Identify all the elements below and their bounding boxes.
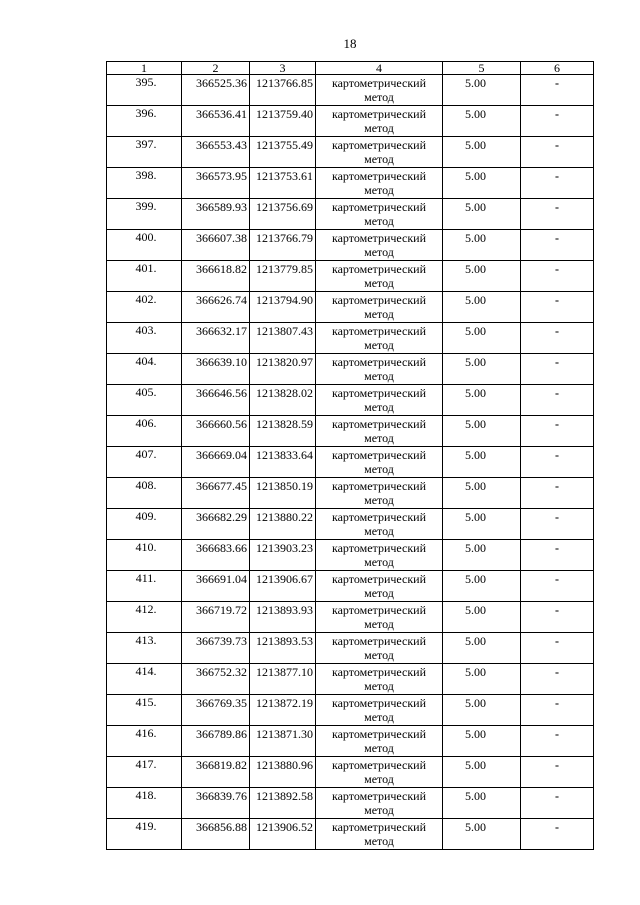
method-line-2: метод	[364, 245, 394, 259]
table-row	[107, 323, 594, 354]
x-coordinate-cell: 366819.82	[182, 757, 250, 788]
method-cell	[316, 168, 443, 199]
description-cell: -	[521, 633, 594, 664]
accuracy-cell: 5.00	[443, 664, 521, 695]
accuracy-cell: 5.00	[443, 168, 521, 199]
method-line-2: метод	[364, 307, 394, 321]
method-line-2: метод	[364, 555, 394, 569]
description-cell: -	[521, 602, 594, 633]
method-line-1: картометрический	[331, 107, 427, 121]
accuracy-cell: 5.00	[443, 230, 521, 261]
column-header: 5	[443, 62, 521, 75]
description-cell: -	[521, 261, 594, 292]
method-line-1: картометрический	[331, 231, 427, 245]
point-number-cell: 414.	[107, 664, 182, 695]
y-coordinate-cell: 1213807.43	[250, 323, 316, 354]
method-line-1: картометрический	[331, 665, 427, 679]
accuracy-cell: 5.00	[443, 354, 521, 385]
y-coordinate-cell: 1213850.19	[250, 478, 316, 509]
y-coordinate-cell: 1213892.58	[250, 788, 316, 819]
x-coordinate-cell: 366639.10	[182, 354, 250, 385]
y-coordinate-cell: 1213906.52	[250, 819, 316, 850]
method-cell	[316, 602, 443, 633]
x-coordinate-cell: 366536.41	[182, 106, 250, 137]
method-cell	[316, 478, 443, 509]
description-cell: -	[521, 292, 594, 323]
method-cell	[316, 788, 443, 819]
table-row	[107, 385, 594, 416]
x-coordinate-cell: 366573.95	[182, 168, 250, 199]
method-line-2: метод	[364, 803, 394, 817]
x-coordinate-cell: 366769.35	[182, 695, 250, 726]
table-body	[107, 62, 594, 850]
method-cell	[316, 664, 443, 695]
method-line-2: метод	[364, 586, 394, 600]
accuracy-cell: 5.00	[443, 540, 521, 571]
method-line-2: метод	[364, 710, 394, 724]
description-cell: -	[521, 199, 594, 230]
accuracy-cell: 5.00	[443, 199, 521, 230]
x-coordinate-cell: 366739.73	[182, 633, 250, 664]
accuracy-cell: 5.00	[443, 416, 521, 447]
method-cell	[316, 292, 443, 323]
description-cell: -	[521, 571, 594, 602]
method-cell	[316, 540, 443, 571]
method-cell	[316, 230, 443, 261]
table-row	[107, 788, 594, 819]
x-coordinate-cell: 366691.04	[182, 571, 250, 602]
point-number-cell: 395.	[107, 75, 182, 106]
method-line-1: картометрический	[331, 324, 427, 338]
table-row	[107, 633, 594, 664]
x-coordinate-cell: 366525.36	[182, 75, 250, 106]
method-line-2: метод	[364, 617, 394, 631]
y-coordinate-cell: 1213877.10	[250, 664, 316, 695]
accuracy-cell: 5.00	[443, 292, 521, 323]
y-coordinate-cell: 1213872.19	[250, 695, 316, 726]
description-cell: -	[521, 230, 594, 261]
x-coordinate-cell: 366683.66	[182, 540, 250, 571]
method-cell	[316, 354, 443, 385]
method-line-1: картометрический	[331, 696, 427, 710]
description-cell: -	[521, 137, 594, 168]
method-line-1: картометрический	[331, 355, 427, 369]
method-line-2: метод	[364, 431, 394, 445]
description-cell: -	[521, 757, 594, 788]
x-coordinate-cell: 366626.74	[182, 292, 250, 323]
description-cell: -	[521, 509, 594, 540]
description-cell: -	[521, 354, 594, 385]
method-cell	[316, 416, 443, 447]
accuracy-cell: 5.00	[443, 447, 521, 478]
table-row	[107, 354, 594, 385]
y-coordinate-cell: 1213766.79	[250, 230, 316, 261]
accuracy-cell: 5.00	[443, 75, 521, 106]
method-line-1: картометрический	[331, 820, 427, 834]
x-coordinate-cell: 366632.17	[182, 323, 250, 354]
x-coordinate-cell: 366677.45	[182, 478, 250, 509]
y-coordinate-cell: 1213893.93	[250, 602, 316, 633]
method-line-2: метод	[364, 648, 394, 662]
table-row	[107, 199, 594, 230]
point-number-cell: 416.	[107, 726, 182, 757]
table-row	[107, 664, 594, 695]
method-cell	[316, 509, 443, 540]
accuracy-cell: 5.00	[443, 571, 521, 602]
method-line-1: картометрический	[331, 510, 427, 524]
table-row	[107, 447, 594, 478]
column-header: 2	[182, 62, 250, 75]
x-coordinate-cell: 366669.04	[182, 447, 250, 478]
method-line-1: картометрический	[331, 727, 427, 741]
method-line-2: метод	[364, 679, 394, 693]
method-cell	[316, 757, 443, 788]
table-row	[107, 540, 594, 571]
method-line-2: метод	[364, 462, 394, 476]
method-line-2: метод	[364, 524, 394, 538]
method-line-1: картометрический	[331, 541, 427, 555]
method-line-1: картометрический	[331, 479, 427, 493]
point-number-cell: 400.	[107, 230, 182, 261]
description-cell: -	[521, 385, 594, 416]
point-number-cell: 398.	[107, 168, 182, 199]
method-line-1: картометрический	[331, 138, 427, 152]
method-cell	[316, 137, 443, 168]
method-cell	[316, 447, 443, 478]
method-line-1: картометрический	[331, 789, 427, 803]
y-coordinate-cell: 1213779.85	[250, 261, 316, 292]
accuracy-cell: 5.00	[443, 509, 521, 540]
accuracy-cell: 5.00	[443, 106, 521, 137]
method-cell	[316, 106, 443, 137]
y-coordinate-cell: 1213893.53	[250, 633, 316, 664]
table-row	[107, 819, 594, 850]
accuracy-cell: 5.00	[443, 261, 521, 292]
x-coordinate-cell: 366618.82	[182, 261, 250, 292]
method-line-1: картометрический	[331, 76, 427, 90]
description-cell: -	[521, 695, 594, 726]
method-cell	[316, 75, 443, 106]
table-row	[107, 261, 594, 292]
y-coordinate-cell: 1213828.02	[250, 385, 316, 416]
table-row	[107, 757, 594, 788]
x-coordinate-cell: 366589.93	[182, 199, 250, 230]
y-coordinate-cell: 1213903.23	[250, 540, 316, 571]
description-cell: -	[521, 788, 594, 819]
y-coordinate-cell: 1213766.85	[250, 75, 316, 106]
method-line-2: метод	[364, 772, 394, 786]
accuracy-cell: 5.00	[443, 478, 521, 509]
point-number-cell: 406.	[107, 416, 182, 447]
description-cell: -	[521, 75, 594, 106]
accuracy-cell: 5.00	[443, 788, 521, 819]
table-row	[107, 230, 594, 261]
method-line-1: картометрический	[331, 417, 427, 431]
x-coordinate-cell: 366682.29	[182, 509, 250, 540]
y-coordinate-cell: 1213753.61	[250, 168, 316, 199]
table-header-row	[107, 62, 594, 75]
method-line-1: картометрический	[331, 169, 427, 183]
point-number-cell: 411.	[107, 571, 182, 602]
point-number-cell: 415.	[107, 695, 182, 726]
description-cell: -	[521, 478, 594, 509]
x-coordinate-cell: 366607.38	[182, 230, 250, 261]
table-row	[107, 137, 594, 168]
method-line-2: метод	[364, 400, 394, 414]
accuracy-cell: 5.00	[443, 137, 521, 168]
table-row	[107, 478, 594, 509]
y-coordinate-cell: 1213759.40	[250, 106, 316, 137]
y-coordinate-cell: 1213871.30	[250, 726, 316, 757]
description-cell: -	[521, 726, 594, 757]
column-header: 3	[250, 62, 316, 75]
x-coordinate-cell: 366719.72	[182, 602, 250, 633]
method-line-1: картометрический	[331, 603, 427, 617]
method-cell	[316, 726, 443, 757]
point-number-cell: 407.	[107, 447, 182, 478]
x-coordinate-cell: 366646.56	[182, 385, 250, 416]
method-line-2: метод	[364, 493, 394, 507]
point-number-cell: 419.	[107, 819, 182, 850]
x-coordinate-cell: 366752.32	[182, 664, 250, 695]
method-line-2: метод	[364, 338, 394, 352]
table-row	[107, 106, 594, 137]
point-number-cell: 402.	[107, 292, 182, 323]
point-number-cell: 401.	[107, 261, 182, 292]
method-line-1: картометрический	[331, 262, 427, 276]
point-number-cell: 412.	[107, 602, 182, 633]
description-cell: -	[521, 323, 594, 354]
x-coordinate-cell: 366856.88	[182, 819, 250, 850]
y-coordinate-cell: 1213880.96	[250, 757, 316, 788]
y-coordinate-cell: 1213794.90	[250, 292, 316, 323]
method-line-2: метод	[364, 834, 394, 848]
description-cell: -	[521, 168, 594, 199]
method-line-2: метод	[364, 121, 394, 135]
method-line-1: картометрический	[331, 386, 427, 400]
method-cell	[316, 633, 443, 664]
x-coordinate-cell: 366660.56	[182, 416, 250, 447]
method-line-1: картометрический	[331, 572, 427, 586]
coordinates-table	[106, 61, 594, 850]
x-coordinate-cell: 366789.86	[182, 726, 250, 757]
description-cell: -	[521, 106, 594, 137]
table-row	[107, 695, 594, 726]
point-number-cell: 396.	[107, 106, 182, 137]
method-line-2: метод	[364, 369, 394, 383]
description-cell: -	[521, 819, 594, 850]
accuracy-cell: 5.00	[443, 385, 521, 416]
method-line-2: метод	[364, 183, 394, 197]
point-number-cell: 399.	[107, 199, 182, 230]
method-line-2: метод	[364, 90, 394, 104]
y-coordinate-cell: 1213906.67	[250, 571, 316, 602]
method-line-2: метод	[364, 152, 394, 166]
point-number-cell: 408.	[107, 478, 182, 509]
column-header: 6	[521, 62, 594, 75]
method-cell	[316, 261, 443, 292]
column-header: 1	[107, 62, 182, 75]
y-coordinate-cell: 1213833.64	[250, 447, 316, 478]
y-coordinate-cell: 1213828.59	[250, 416, 316, 447]
table-row	[107, 726, 594, 757]
accuracy-cell: 5.00	[443, 726, 521, 757]
column-header: 4	[316, 62, 443, 75]
x-coordinate-cell: 366839.76	[182, 788, 250, 819]
table-row	[107, 75, 594, 106]
method-line-1: картометрический	[331, 293, 427, 307]
accuracy-cell: 5.00	[443, 633, 521, 664]
point-number-cell: 397.	[107, 137, 182, 168]
accuracy-cell: 5.00	[443, 695, 521, 726]
y-coordinate-cell: 1213756.69	[250, 199, 316, 230]
table-row	[107, 602, 594, 633]
point-number-cell: 410.	[107, 540, 182, 571]
accuracy-cell: 5.00	[443, 819, 521, 850]
accuracy-cell: 5.00	[443, 602, 521, 633]
description-cell: -	[521, 416, 594, 447]
method-cell	[316, 199, 443, 230]
description-cell: -	[521, 664, 594, 695]
method-line-2: метод	[364, 214, 394, 228]
y-coordinate-cell: 1213880.22	[250, 509, 316, 540]
table-row	[107, 571, 594, 602]
y-coordinate-cell: 1213755.49	[250, 137, 316, 168]
point-number-cell: 417.	[107, 757, 182, 788]
table-row	[107, 168, 594, 199]
point-number-cell: 404.	[107, 354, 182, 385]
method-cell	[316, 819, 443, 850]
page-number: 18	[343, 36, 357, 51]
method-line-1: картометрический	[331, 200, 427, 214]
method-cell	[316, 385, 443, 416]
point-number-cell: 413.	[107, 633, 182, 664]
table-row	[107, 509, 594, 540]
accuracy-cell: 5.00	[443, 757, 521, 788]
method-line-1: картометрический	[331, 758, 427, 772]
point-number-cell: 409.	[107, 509, 182, 540]
table-row	[107, 292, 594, 323]
accuracy-cell: 5.00	[443, 323, 521, 354]
method-line-2: метод	[364, 276, 394, 290]
point-number-cell: 418.	[107, 788, 182, 819]
method-cell	[316, 571, 443, 602]
y-coordinate-cell: 1213820.97	[250, 354, 316, 385]
method-cell	[316, 695, 443, 726]
description-cell: -	[521, 540, 594, 571]
point-number-cell: 405.	[107, 385, 182, 416]
method-line-2: метод	[364, 741, 394, 755]
x-coordinate-cell: 366553.43	[182, 137, 250, 168]
point-number-cell: 403.	[107, 323, 182, 354]
method-line-1: картометрический	[331, 448, 427, 462]
description-cell: -	[521, 447, 594, 478]
table-row	[107, 416, 594, 447]
method-line-1: картометрический	[331, 634, 427, 648]
method-cell	[316, 323, 443, 354]
